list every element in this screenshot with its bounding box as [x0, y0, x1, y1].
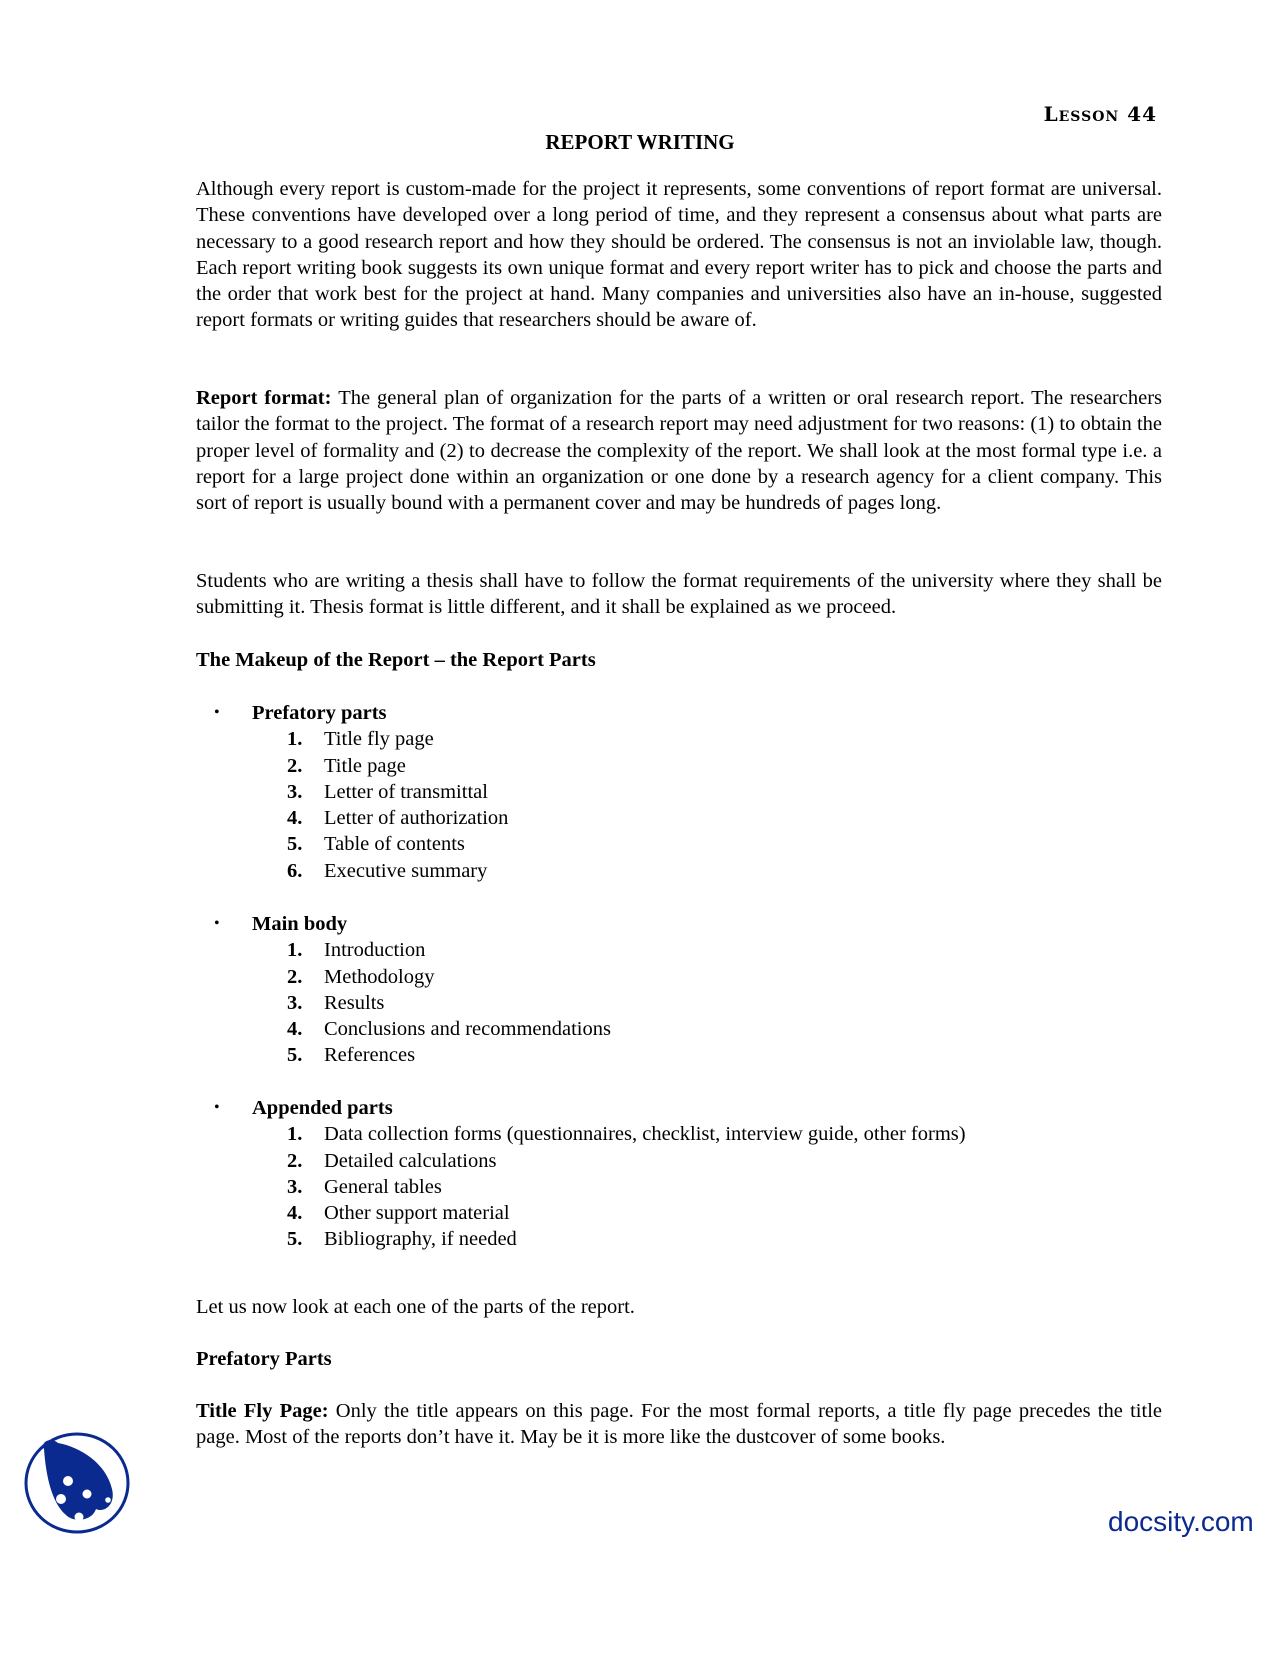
bullet-icon: •: [214, 915, 220, 932]
item-text: Conclusions and recommendations: [324, 1018, 611, 1041]
bullet-icon: •: [214, 704, 220, 721]
lesson-number: Lesson 44: [1043, 102, 1157, 126]
list-item: [196, 964, 1156, 990]
report-format-text: The general plan of organization for the parts of a written or oral research report. The researchers tailor the format to the project. The format of a research report may need adjustment for two reasons: (1) to obtain the proper level of formality and (2) to decrease the complexity of the report. We shall look at the most formal type i.e. a report for a large project done within an organization or one done by a research agency for a client company. This sort of report is usually bound with a permanent cover and may be hundreds of pages long.: [196, 387, 1163, 515]
list-item: [196, 937, 1156, 963]
students-paragraph: Students who are writing a thesis shall have to follow the format requirements of the university where they shall be submitting it. Thesis format is little different, and it shall be explained as we proceed.: [196, 570, 1162, 619]
list-item: [196, 753, 1156, 779]
report-format-paragraph: [196, 385, 1162, 516]
parts-group-main-body: [196, 911, 1156, 1069]
list-item: [196, 990, 1156, 1016]
item-text: Data collection forms (questionnaires, checklist, interview guide, other forms): [324, 1123, 966, 1146]
item-number: 1.: [287, 1123, 303, 1146]
title-fly-text: Only the title appears on this page. For the most formal reports, a title fly page precedes the title page. Most of the reports don’t have it. May be it is more like the dustcover of some books.: [196, 1400, 1162, 1449]
item-text: Bibliography, if needed: [324, 1228, 517, 1251]
list-item: [196, 858, 1156, 884]
item-text: Title fly page: [324, 728, 434, 751]
list-item: [196, 1174, 1156, 1200]
list-item: [196, 779, 1156, 805]
group-header: [196, 911, 1156, 937]
title-fly-paragraph: [196, 1398, 1162, 1451]
item-number: 6.: [287, 859, 303, 882]
item-text: Detailed calculations: [324, 1149, 497, 1172]
group-label: Appended parts: [252, 1097, 393, 1119]
item-text: References: [324, 1044, 416, 1067]
parts-group-prefatory: [196, 700, 1156, 884]
list-item: [196, 1148, 1156, 1174]
item-number: 2.: [287, 1149, 303, 1172]
group-header: [196, 700, 1156, 726]
docsity-brand-link[interactable]: docsity.com: [1108, 1506, 1254, 1537]
let-us-paragraph: Let us now look at each one of the parts of the report.: [196, 1296, 635, 1318]
intro-paragraph: Although every report is custom-made for the project it represents, some conventions of report format are universal. These conventions have developed over a long period of time, and they represent a consensus about what parts are necessary to a good research report and how they should be ordered. The consensus is not an inviolable law, though. Each report writing book suggests its own unique format and every report writer has to pick and choose the parts and the order that work best for the project at hand. Many companies and universities also have an in-house, suggested report formats or writing guides that researchers should be aware of.: [196, 178, 1162, 332]
item-number: 1.: [287, 728, 303, 751]
item-text: Methodology: [324, 965, 435, 988]
bullet-icon: •: [214, 1099, 220, 1116]
item-number: 4.: [287, 1018, 303, 1041]
group-label: Prefatory parts: [252, 702, 387, 724]
prefatory-parts-heading: Prefatory Parts: [196, 1348, 332, 1370]
item-text: Letter of authorization: [324, 807, 509, 830]
item-number: 4.: [287, 1202, 303, 1225]
item-text: Letter of transmittal: [324, 780, 488, 803]
item-number: 1.: [287, 939, 303, 962]
group-label: Main body: [252, 913, 348, 935]
title-fly-label: Title Fly Page:: [196, 1400, 329, 1422]
item-number: 5.: [287, 833, 303, 856]
group-header: [196, 1095, 1156, 1121]
list-item: [196, 831, 1156, 857]
list-item: [196, 1226, 1156, 1252]
item-number: 3.: [287, 780, 303, 803]
item-number: 5.: [287, 1044, 303, 1067]
parts-group-appended: [196, 1095, 1156, 1253]
item-text: Title page: [324, 754, 406, 777]
page-title: REPORT WRITING: [545, 130, 735, 154]
item-number: 4.: [287, 807, 303, 830]
list-item: [196, 1200, 1156, 1226]
list-item: [196, 1016, 1156, 1042]
item-text: General tables: [324, 1175, 442, 1198]
item-text: Introduction: [324, 939, 426, 962]
item-number: 5.: [287, 1228, 303, 1251]
docsity-logo-icon[interactable]: [22, 1427, 132, 1537]
list-item: [196, 726, 1156, 752]
item-number: 2.: [287, 754, 303, 777]
item-number: 3.: [287, 1175, 303, 1198]
list-item: [196, 805, 1156, 831]
item-text: Table of contents: [324, 833, 465, 856]
item-text: Results: [324, 991, 385, 1014]
report-format-label: Report format:: [196, 387, 339, 409]
item-text: Executive summary: [324, 859, 488, 882]
list-item: [196, 1121, 1156, 1147]
makeup-heading: The Makeup of the Report – the Report Parts: [196, 649, 596, 671]
item-number: 2.: [287, 965, 303, 988]
item-number: 3.: [287, 991, 303, 1014]
item-text: Other support material: [324, 1202, 510, 1225]
list-item: [196, 1042, 1156, 1068]
